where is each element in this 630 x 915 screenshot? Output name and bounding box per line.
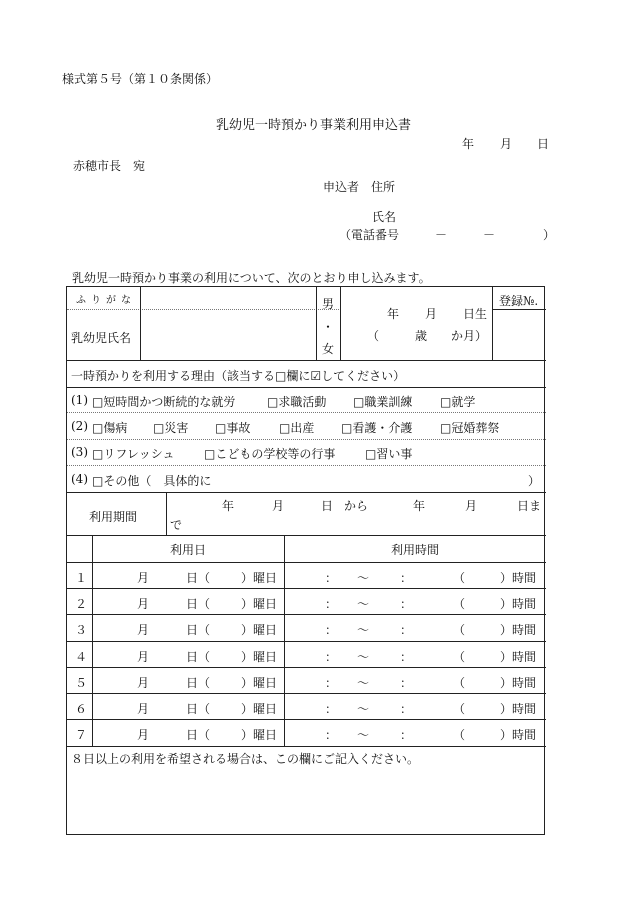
schedule-row-divider xyxy=(67,614,546,615)
schedule-day-label: 日（ xyxy=(186,649,211,664)
reason-ceremony-checkbox[interactable]: □冠婚葬祭 xyxy=(440,421,500,435)
schedule-day-label: 日（ xyxy=(186,702,211,716)
reason-row-1-number: (1) xyxy=(71,393,88,407)
reasons-heading-line xyxy=(67,387,546,388)
reason-refresh-checkbox[interactable]: □リフレッシュ xyxy=(92,447,175,461)
schedule-month-label: 月 xyxy=(137,675,150,690)
reason-row-2-number: (2) xyxy=(71,419,88,433)
schedule-tilde: ～ xyxy=(357,597,370,612)
schedule-row-number: ５ xyxy=(75,675,88,690)
schedule-day-header: 利用日 xyxy=(170,543,207,557)
birth-month-label: 月 xyxy=(425,307,438,321)
sex-female-label: 女 xyxy=(322,342,335,356)
schedule-start-colon: ： xyxy=(325,597,338,612)
reason-vocational-training-checkbox[interactable]: □職業訓練 xyxy=(353,395,413,409)
schedule-start-colon: ： xyxy=(325,728,338,743)
schedule-hours-open-paren: （ xyxy=(453,623,466,638)
applicant-phone-label: （電話番号 － － ） xyxy=(339,228,556,242)
reason-job-hunting-checkbox[interactable]: □求職活動 xyxy=(267,395,327,409)
reason-lessons-checkbox[interactable]: □習い事 xyxy=(365,447,413,461)
schedule-weekday-label: ）曜日 xyxy=(241,649,278,664)
reasons-heading: 一時預かりを利用する理由（該当する□欄に☑してください） xyxy=(71,369,406,383)
reason-school-event-checkbox[interactable]: □こどもの学校等の行事 xyxy=(204,447,336,461)
registration-header-line xyxy=(492,309,546,310)
date-day-label: 日 xyxy=(537,137,550,151)
period-label: 利用期間 xyxy=(89,510,138,524)
schedule-tilde: ～ xyxy=(357,649,370,664)
date-year-label: 年 xyxy=(462,137,475,151)
reason-row-4-number: (4) xyxy=(71,472,88,486)
reason-row-3-number: (3) xyxy=(71,445,88,459)
reason-accident-checkbox[interactable]: □事故 xyxy=(215,421,251,435)
schedule-row-divider xyxy=(67,693,546,694)
reason-schooling-checkbox[interactable]: □就学 xyxy=(440,395,476,409)
schedule-end-colon: ： xyxy=(400,597,413,612)
schedule-top-line xyxy=(67,535,546,536)
schedule-end-colon: ： xyxy=(400,649,413,664)
period-from-year: 年 xyxy=(222,499,235,513)
schedule-start-colon: ： xyxy=(325,702,338,716)
reason-nursing-care-checkbox[interactable]: □看護・介護 xyxy=(341,421,413,435)
schedule-row-divider xyxy=(67,588,546,589)
schedule-weekday-label: ）曜日 xyxy=(241,597,278,612)
schedule-month-label: 月 xyxy=(137,597,150,612)
schedule-weekday-label: ）曜日 xyxy=(241,702,278,716)
reason-short-term-work-checkbox[interactable]: □短時間かつ断続的な就労 xyxy=(92,395,236,409)
child-label-divider xyxy=(140,287,141,360)
applicant-name-label: 氏名 xyxy=(372,210,397,224)
reasons-top-line xyxy=(67,360,546,361)
schedule-hours-open-paren: （ xyxy=(453,597,466,612)
schedule-hours-open-paren: （ xyxy=(453,649,466,664)
note-instruction: ８日以上の利用を希望される場合は、この欄にご記入ください。 xyxy=(71,752,420,766)
schedule-day-label: 日（ xyxy=(186,571,211,585)
sex-separator: ・ xyxy=(322,320,335,334)
schedule-hours-label: ）時間 xyxy=(500,571,537,585)
schedule-end-colon: ： xyxy=(400,571,413,585)
schedule-end-colon: ： xyxy=(400,675,413,690)
schedule-hours-open-paren: （ xyxy=(453,728,466,743)
birth-year-label: 年 xyxy=(387,307,400,321)
birth-day-label: 日生 xyxy=(463,307,488,321)
schedule-weekday-label: ）曜日 xyxy=(241,623,278,638)
schedule-row-number: １ xyxy=(75,571,88,585)
application-form-table xyxy=(66,286,545,835)
schedule-end-colon: ： xyxy=(400,623,413,638)
schedule-row-divider xyxy=(67,719,546,720)
sex-male-label: 男 xyxy=(322,297,335,311)
period-to-month: 月 xyxy=(465,499,478,513)
schedule-tilde: ～ xyxy=(357,623,370,638)
schedule-row-number: ７ xyxy=(75,728,88,743)
period-from-label: から xyxy=(344,499,369,513)
schedule-start-colon: ： xyxy=(325,623,338,638)
schedule-day-label: 日（ xyxy=(186,623,211,638)
period-top-line xyxy=(67,492,546,493)
addressee: 赤穂市長 宛 xyxy=(73,159,146,173)
form-number: 様式第５号（第１０条関係） xyxy=(62,72,219,86)
note-top-line xyxy=(67,746,546,747)
schedule-tilde: ～ xyxy=(357,702,370,716)
period-to-year: 年 xyxy=(413,499,426,513)
schedule-hours-open-paren: （ xyxy=(453,702,466,716)
schedule-month-label: 月 xyxy=(137,623,150,638)
schedule-row-divider xyxy=(67,641,546,642)
period-to-suffix: で xyxy=(170,518,183,532)
date-month-label: 月 xyxy=(500,137,513,151)
schedule-row-divider xyxy=(67,667,546,668)
schedule-month-label: 月 xyxy=(137,649,150,664)
schedule-day-label: 日（ xyxy=(186,675,211,690)
schedule-weekday-label: ）曜日 xyxy=(241,675,278,690)
schedule-hours-open-paren: （ xyxy=(453,675,466,690)
schedule-start-colon: ： xyxy=(325,675,338,690)
schedule-weekday-label: ）曜日 xyxy=(241,728,278,743)
reason-childbirth-checkbox[interactable]: □出産 xyxy=(279,421,315,435)
sex-right-divider xyxy=(340,287,341,360)
schedule-hours-label: ）時間 xyxy=(500,675,537,690)
intro-text: 乳幼児一時預かり事業の利用について、次のとおり申し込みます。 xyxy=(72,271,431,285)
schedule-header-line xyxy=(67,562,546,563)
applicant-address-label: 申込者 住所 xyxy=(323,180,396,194)
schedule-hours-label: ）時間 xyxy=(500,702,537,716)
reason-other-close-paren: ） xyxy=(528,474,541,488)
schedule-month-label: 月 xyxy=(137,571,150,585)
reason-row-1-divider xyxy=(67,412,546,413)
sex-left-divider xyxy=(316,287,317,360)
schedule-tilde: ～ xyxy=(357,571,370,585)
schedule-row-number: ６ xyxy=(75,702,88,716)
page-title: 乳幼児一時預かり事業利用申込書 xyxy=(216,118,412,133)
schedule-weekday-label: ）曜日 xyxy=(241,571,278,585)
furigana-label: ふりがな xyxy=(76,295,136,306)
schedule-month-label: 月 xyxy=(137,728,150,743)
schedule-end-colon: ： xyxy=(400,728,413,743)
schedule-row-number: ４ xyxy=(75,649,88,664)
period-to-day: 日ま xyxy=(517,499,542,513)
schedule-day-label: 日（ xyxy=(186,728,211,743)
reason-other-checkbox[interactable]: □その他（ 具体的に xyxy=(92,474,212,488)
schedule-tilde: ～ xyxy=(357,728,370,743)
registration-number-label: 登録№. xyxy=(499,294,539,308)
schedule-row-number: ３ xyxy=(75,623,88,638)
schedule-row-number: ２ xyxy=(75,597,88,612)
schedule-month-label: 月 xyxy=(137,702,150,716)
schedule-hours-label: ）時間 xyxy=(500,728,537,743)
period-label-divider xyxy=(166,492,167,535)
schedule-hours-label: ）時間 xyxy=(500,597,537,612)
schedule-hours-open-paren: （ xyxy=(453,571,466,585)
schedule-start-colon: ： xyxy=(325,571,338,585)
schedule-hours-label: ）時間 xyxy=(500,649,537,664)
age-label: （ 歳 か月） xyxy=(367,329,488,343)
schedule-tilde: ～ xyxy=(357,675,370,690)
schedule-time-header: 利用時間 xyxy=(391,543,440,557)
schedule-day-label: 日（ xyxy=(186,597,211,612)
registration-divider xyxy=(492,287,493,360)
furigana-divider xyxy=(67,309,339,310)
child-name-label: 乳幼児氏名 xyxy=(71,331,132,345)
reason-disaster-checkbox[interactable]: □災害 xyxy=(153,421,189,435)
reason-row-3-divider xyxy=(67,465,546,466)
period-from-day: 日 xyxy=(321,499,334,513)
schedule-hours-label: ）時間 xyxy=(500,623,537,638)
period-from-month: 月 xyxy=(272,499,285,513)
schedule-start-colon: ： xyxy=(325,649,338,664)
reason-illness-checkbox[interactable]: □傷病 xyxy=(92,421,128,435)
reason-row-2-divider xyxy=(67,439,546,440)
schedule-end-colon: ： xyxy=(400,702,413,716)
